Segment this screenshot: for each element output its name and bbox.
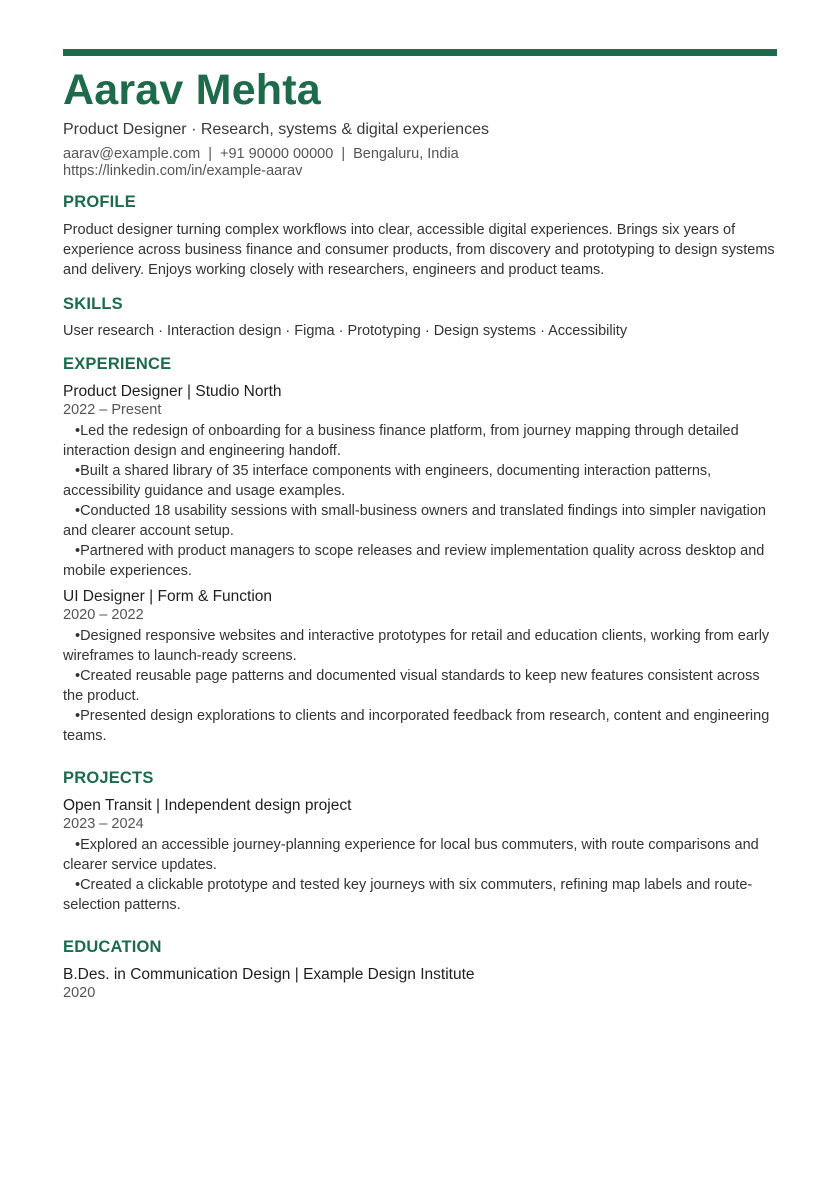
section-title-projects: PROJECTS: [63, 769, 154, 787]
project-dates: 2023 – 2024: [63, 816, 144, 832]
bullet-item: • Designed responsive websites and interactive prototypes for retail and education clients, working from early wireframes to launch-ready screens.: [63, 626, 777, 666]
header-accent-rule: [63, 49, 777, 56]
degree-title: B.Des. in Communication Design | Example Design Institute: [63, 966, 475, 983]
job-dates: 2020 – 2022: [63, 607, 144, 623]
profile-section: [63, 192, 777, 280]
skills-section: [63, 294, 777, 340]
section-title-education: EDUCATION: [63, 938, 162, 956]
skills-list: User research · Interaction design · Figma · Prototyping · Design systems · Accessibility: [63, 323, 628, 339]
bullet-item: • Created reusable page patterns and documented visual standards to keep new features consistent across the product.: [63, 666, 777, 706]
bullet-item: • Conducted 18 usability sessions with small-business owners and translated findings into simpler navigation and clearer account setup.: [63, 501, 777, 541]
job-entry: [63, 587, 777, 746]
contact-separator: |: [341, 146, 346, 162]
job-title: UI Designer | Form & Function: [63, 588, 273, 605]
project-entry: [63, 796, 777, 915]
job-entry: [63, 382, 777, 581]
email-link[interactable]: aarav@example.com: [63, 146, 201, 162]
education-section: [63, 937, 777, 1002]
bullet-item: • Presented design explorations to clients and incorporated feedback from research, content and engineering teams.: [63, 706, 777, 746]
bullet-item: • Partnered with product managers to scope releases and review implementation quality across desktop and mobile experiences.: [63, 541, 777, 581]
job-dates: 2022 – Present: [63, 402, 162, 418]
bullet-item: • Created a clickable prototype and tested key journeys with six commuters, refining map labels and route-selection patterns.: [63, 875, 777, 915]
job-title: Product Designer | Studio North: [63, 383, 282, 400]
person-name: Aarav Mehta: [63, 66, 321, 114]
project-title: Open Transit | Independent design project: [63, 797, 352, 814]
phone-number: +91 90000 00000: [220, 146, 334, 162]
bullet-item: • Explored an accessible journey-planning experience for local bus commuters, with route comparisons and clearer service updates.: [63, 835, 777, 875]
section-title-skills: SKILLS: [63, 295, 123, 313]
linkedin-link[interactable]: https://linkedin.com/in/example-aarav: [63, 163, 303, 179]
tagline: Product Designer · Research, systems & digital experiences: [63, 121, 489, 138]
project-bullets: [63, 835, 777, 915]
contact-info: [63, 146, 777, 180]
job-bullets: [63, 626, 777, 746]
bullet-item: • Built a shared library of 35 interface components with engineers, documenting interaction patterns, accessibility guidance and usage examples.: [63, 461, 777, 501]
resume-content: [63, 66, 777, 1002]
location: Bengaluru, India: [353, 146, 459, 162]
bullet-item: • Led the redesign of onboarding for a business finance platform, from journey mapping through detailed interaction design and engineering handoff.: [63, 421, 777, 461]
contact-line: [63, 146, 777, 163]
profile-text: Product designer turning complex workflows into clear, accessible digital experiences. Brings six years of experience across business finance and consumer products, from discovery and prototyping to design systems and delivery. Enjoys working closely with researchers, engineers and product teams.: [63, 222, 775, 278]
experience-section: [63, 354, 777, 746]
education-entry: [63, 965, 777, 1002]
graduation-year: 2020: [63, 985, 96, 1001]
job-bullets: [63, 421, 777, 581]
contact-separator: |: [208, 146, 213, 162]
section-title-profile: PROFILE: [63, 193, 136, 211]
section-title-experience: EXPERIENCE: [63, 355, 172, 373]
projects-section: [63, 768, 777, 915]
